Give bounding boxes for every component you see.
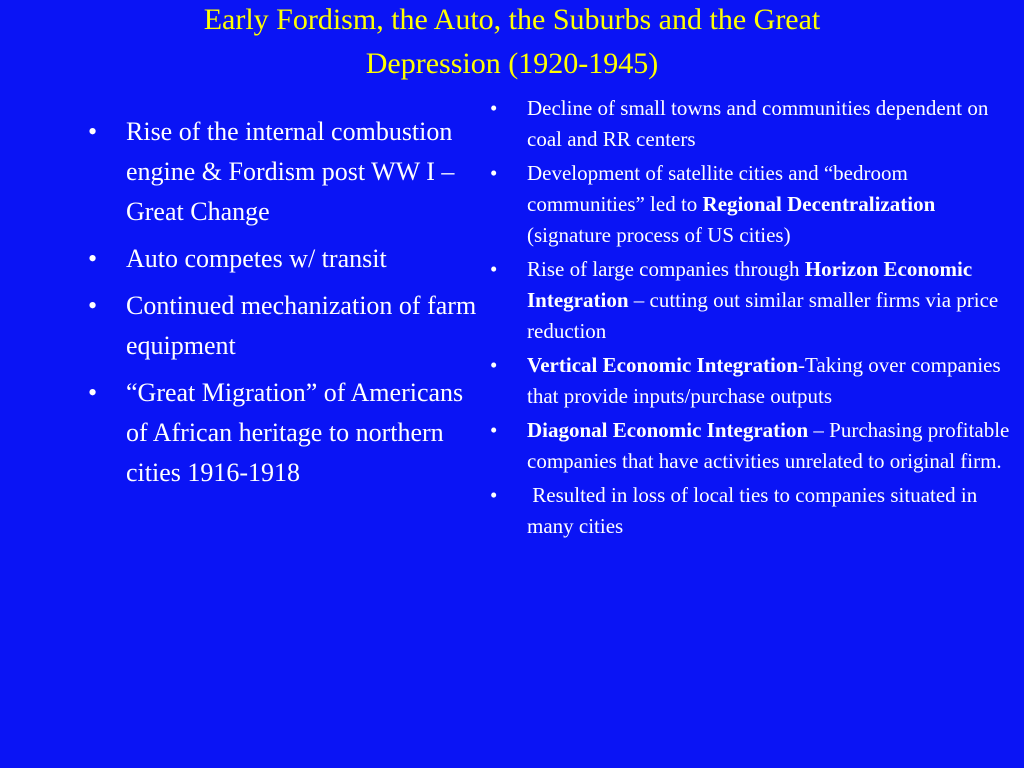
bullet-icon: • — [88, 244, 98, 273]
bullet-icon: • — [490, 353, 498, 377]
left-bullet-list — [88, 112, 483, 500]
bullet-bold-term: Horizon Economic Integration — [527, 257, 973, 312]
list-item — [490, 415, 1020, 477]
bullet-text: Development of satellite cities and “bedroom communities” led to — [527, 161, 908, 216]
bullet-icon: • — [88, 291, 98, 320]
list-item — [88, 239, 483, 279]
bullet-icon: • — [490, 483, 498, 507]
list-item — [490, 254, 1020, 347]
list-item — [88, 112, 483, 232]
right-bullet-list — [490, 93, 1020, 545]
slide-title — [0, 0, 1024, 86]
bullet-text: Auto competes w/ transit — [126, 244, 387, 273]
bullet-text: (signature process of US cities) — [527, 223, 791, 247]
bullet-icon: • — [88, 117, 98, 146]
bullet-text: Decline of small towns and communities dependent on coal and RR centers — [527, 96, 989, 151]
bullet-icon: • — [490, 418, 498, 442]
bullet-text: “Great Migration” of Americans of African heritage to northern cities 1916-1918 — [126, 378, 464, 487]
slide-title-line-2: Depression (1920-1945) — [365, 47, 659, 80]
list-item — [490, 93, 1020, 155]
bullet-text: -Taking over companies that provide inputs/purchase outputs — [527, 353, 1001, 408]
bullet-bold-term: Regional Decentralization — [702, 192, 936, 216]
bullet-icon: • — [490, 257, 498, 281]
bullet-text: Continued mechanization of farm equipment — [126, 291, 477, 360]
bullet-text: Rise of the internal combustion engine & Fordism post WW I – Great Change — [126, 117, 455, 226]
bullet-icon: • — [88, 378, 98, 407]
bullet-text: Rise of large companies through — [527, 257, 805, 281]
list-item — [490, 350, 1020, 412]
bullet-icon: • — [490, 96, 498, 120]
list-item — [490, 158, 1020, 251]
slide-title-line-1: Early Fordism, the Auto, the Suburbs and the Great — [203, 3, 821, 36]
bullet-bold-term: Vertical Economic Integration — [527, 353, 799, 377]
list-item — [88, 286, 483, 366]
bullet-text: – cutting out similar smaller firms via price reduction — [527, 288, 999, 343]
bullet-bold-term: Diagonal Economic Integration — [527, 418, 809, 442]
list-item — [88, 373, 483, 493]
list-item — [490, 480, 1020, 542]
bullet-text: – Purchasing profitable companies that have activities unrelated to original firm. — [527, 418, 1010, 473]
bullet-icon: • — [490, 161, 498, 185]
bullet-text: Resulted in loss of local ties to companies situated in many cities — [527, 483, 983, 538]
